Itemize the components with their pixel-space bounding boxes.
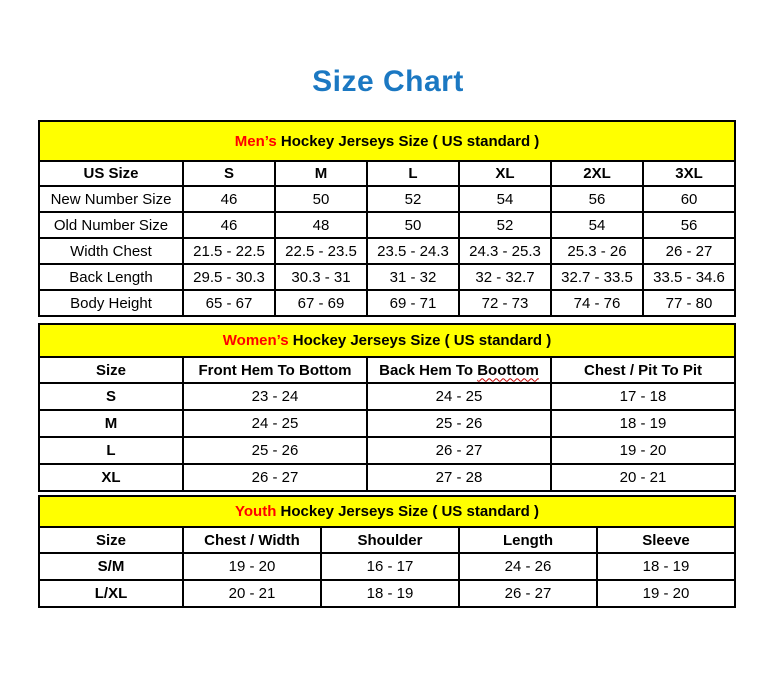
column-header: M <box>275 161 367 186</box>
table-row <box>39 238 735 264</box>
row-label: L/XL <box>39 580 183 607</box>
mens-heading-highlight: Men’s <box>234 132 277 150</box>
size-value-cell: 20 - 21 <box>183 580 321 607</box>
youth-heading-highlight: Youth <box>235 503 277 520</box>
table-row <box>39 212 735 238</box>
size-value-cell: 24.3 - 25.3 <box>459 238 551 264</box>
table-row <box>39 553 735 580</box>
column-header: Shoulder <box>321 527 459 553</box>
table-row <box>39 383 735 410</box>
table-row <box>39 264 735 290</box>
row-label: Body Height <box>39 290 183 316</box>
column-header: S <box>183 161 275 186</box>
row-label: Width Chest <box>39 238 183 264</box>
column-header: 2XL <box>551 161 643 186</box>
column-header: Front Hem To Bottom <box>183 357 367 383</box>
size-value-cell: 77 - 80 <box>643 290 735 316</box>
womens-heading-highlight: Women’s <box>222 332 289 349</box>
size-value-cell: 23 - 24 <box>183 383 367 410</box>
size-value-cell: 31 - 32 <box>367 264 459 290</box>
row-label: Old Number Size <box>39 212 183 238</box>
size-value-cell: 29.5 - 30.3 <box>183 264 275 290</box>
size-value-cell: 16 - 17 <box>321 553 459 580</box>
size-value-cell: 50 <box>367 212 459 238</box>
size-value-cell: 25 - 26 <box>367 410 551 437</box>
column-header: 3XL <box>643 161 735 186</box>
column-header: L <box>367 161 459 186</box>
size-value-cell: 52 <box>459 212 551 238</box>
size-value-cell: 26 - 27 <box>367 437 551 464</box>
size-value-cell: 65 - 67 <box>183 290 275 316</box>
size-value-cell: 19 - 20 <box>597 580 735 607</box>
row-label: Back Length <box>39 264 183 290</box>
size-value-cell: 17 - 18 <box>551 383 735 410</box>
size-value-cell: 54 <box>551 212 643 238</box>
table-row <box>39 186 735 212</box>
table-row <box>39 410 735 437</box>
row-label: XL <box>39 464 183 491</box>
column-header: XL <box>459 161 551 186</box>
size-value-cell: 46 <box>183 212 275 238</box>
size-value-cell: 24 - 25 <box>183 410 367 437</box>
size-value-cell: 24 - 26 <box>459 553 597 580</box>
size-value-cell: 20 - 21 <box>551 464 735 491</box>
size-value-cell: 25.3 - 26 <box>551 238 643 264</box>
youth-heading-text: Hockey Jerseys Size ( US standard ) <box>276 503 539 520</box>
size-value-cell: 48 <box>275 212 367 238</box>
column-header: US Size <box>39 161 183 186</box>
column-header: Chest / Pit To Pit <box>551 357 735 383</box>
size-value-cell: 52 <box>367 186 459 212</box>
row-label: S <box>39 383 183 410</box>
table-row <box>39 290 735 316</box>
column-header: Size <box>39 357 183 383</box>
column-header: Size <box>39 527 183 553</box>
size-value-cell: 26 - 27 <box>459 580 597 607</box>
youth-section-heading <box>39 496 735 527</box>
mens-heading-text: Hockey Jerseys Size ( US standard ) <box>276 132 540 150</box>
womens-size-table <box>38 323 736 492</box>
size-value-cell: 74 - 76 <box>551 290 643 316</box>
size-value-cell: 32.7 - 33.5 <box>551 264 643 290</box>
size-value-cell: 33.5 - 34.6 <box>643 264 735 290</box>
size-value-cell: 19 - 20 <box>551 437 735 464</box>
size-value-cell: 46 <box>183 186 275 212</box>
table-row <box>39 580 735 607</box>
womens-section-heading <box>39 324 735 357</box>
size-value-cell: 56 <box>643 212 735 238</box>
womens-heading-text: Hockey Jerseys Size ( US standard ) <box>288 332 552 349</box>
youth-size-table <box>38 495 736 608</box>
size-value-cell: 50 <box>275 186 367 212</box>
size-value-cell: 60 <box>643 186 735 212</box>
size-value-cell: 23.5 - 24.3 <box>367 238 459 264</box>
column-header: Sleeve <box>597 527 735 553</box>
size-value-cell: 72 - 73 <box>459 290 551 316</box>
size-value-cell: 18 - 19 <box>321 580 459 607</box>
column-header: Length <box>459 527 597 553</box>
size-value-cell: 25 - 26 <box>183 437 367 464</box>
size-value-cell: 24 - 25 <box>367 383 551 410</box>
mens-size-table <box>38 120 736 317</box>
table-row <box>39 464 735 491</box>
size-value-cell: 32 - 32.7 <box>459 264 551 290</box>
size-value-cell: 67 - 69 <box>275 290 367 316</box>
row-label: M <box>39 410 183 437</box>
table-row <box>39 437 735 464</box>
size-value-cell: 26 - 27 <box>183 464 367 491</box>
size-value-cell: 19 - 20 <box>183 553 321 580</box>
size-value-cell: 26 - 27 <box>643 238 735 264</box>
size-tables-container <box>38 120 734 608</box>
size-value-cell: 27 - 28 <box>367 464 551 491</box>
row-label: L <box>39 437 183 464</box>
row-label: New Number Size <box>39 186 183 212</box>
size-value-cell: 21.5 - 22.5 <box>183 238 275 264</box>
size-value-cell: 54 <box>459 186 551 212</box>
size-value-cell: 22.5 - 23.5 <box>275 238 367 264</box>
column-header: Chest / Width <box>183 527 321 553</box>
misspelled-word: Boottom <box>477 361 539 379</box>
mens-section-heading <box>39 121 735 161</box>
page-title: Size Chart <box>312 65 464 98</box>
size-value-cell: 69 - 71 <box>367 290 459 316</box>
row-label: S/M <box>39 553 183 580</box>
size-value-cell: 18 - 19 <box>551 410 735 437</box>
size-value-cell: 30.3 - 31 <box>275 264 367 290</box>
size-value-cell: 18 - 19 <box>597 553 735 580</box>
column-header: Back Hem To Boottom <box>367 357 551 383</box>
size-value-cell: 56 <box>551 186 643 212</box>
